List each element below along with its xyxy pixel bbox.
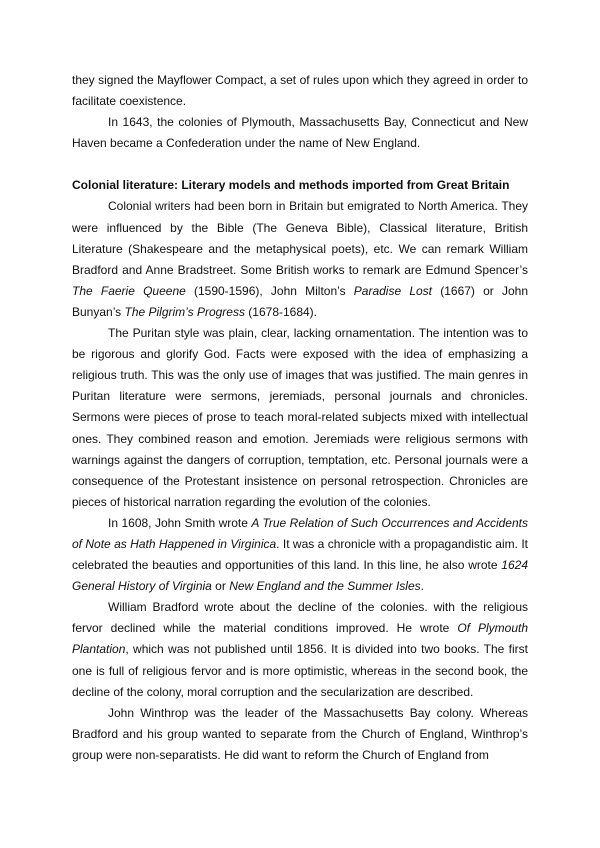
paragraph-puritan-style: The Puritan style was plain, clear, lacking ornamentation. The intention was to be rigorous and glorify God. Facts were exposed with the idea of emphasizing a religious truth. This was the only use of images that was justified. The main genres in Puritan literature were sermons, jeremiads, personal journals and chronicles. Sermons were pieces of prose to teach moral-related subjects mixed with intellectual ones. They combined reason and emotion. Jeremiads were religious sermons with warnings against the dangers of corruption, temptation, etc. Personal journals were a consequence of the Protestant insistence on personal retrospection. Chronicles are pieces of historical narration regarding the evolution of the colonies. — [72, 326, 528, 509]
paragraph-confederation: In 1643, the colonies of Plymouth, Massachusetts Bay, Connecticut and New Haven became a Confederation under the name of New England. — [72, 115, 528, 151]
paragraph-colonial-writers: Colonial writers had been born in Britain but emigrated to North America. They were influenced by the Bible (The Geneva Bible), Classical literature, British Literature (Shakespeare and the metaphysical poets), etc. We can remark William Bradford and Anne Bradstreet. Some British works to remark are Edmund Spencer’s The Faerie Queene (1590-1596), John Milton’s Paradise Lost (1667) or John Bunyan’s The Pilgrim’s Progress (1678-1684). — [72, 199, 528, 319]
paragraph-mayflower: they signed the Mayflower Compact, a set of rules upon which they agreed in order to facilitate coexistence. — [72, 73, 528, 109]
work-title: The Faerie Queene — [72, 283, 186, 298]
work-title: The Pilgrim’s Progress — [124, 304, 245, 319]
work-title: New England and the Summer Isles — [229, 579, 421, 594]
section-heading: Colonial literature: Literary models and methods imported from Great Britain — [72, 178, 510, 193]
paragraph-john-winthrop: John Winthrop was the leader of the Massachusetts Bay colony. Whereas Bradford and his group wanted to separate from the Church of England, Winthrop’s group were non-separatists. He did want to reform the Church of England from — [72, 705, 528, 762]
paragraph-john-smith: In 1608, John Smith wrote A True Relation of Such Occurrences and Accidents of Note as Hath Happened in Virginica. It was a chronicle with a propagandistic aim. It celebrated the beauties and opportunities of this land. In this line, he also wrote 1624 General History of Virginia or New England and the Summer Isles. — [72, 515, 529, 594]
work-title: 1624 General History of Virginia — [72, 558, 528, 594]
work-title: Of Plymouth Plantation — [72, 621, 528, 657]
work-title: Paradise Lost — [353, 283, 433, 298]
work-title: A True Relation of Such Occurrences and Accidents of Note as Hath Happened in Virginica — [72, 515, 528, 551]
paragraph-william-bradford: William Bradford wrote about the decline of the colonies. with the religious fervor declined while the material conditions improved. He wrote Of Plymouth Plantation, which was not published until 1856. It is divided into two books. The first one is full of religious fervor and is more optimistic, whereas in the second book, the decline of the colony, moral corruption and the secularization are described. — [72, 600, 528, 699]
